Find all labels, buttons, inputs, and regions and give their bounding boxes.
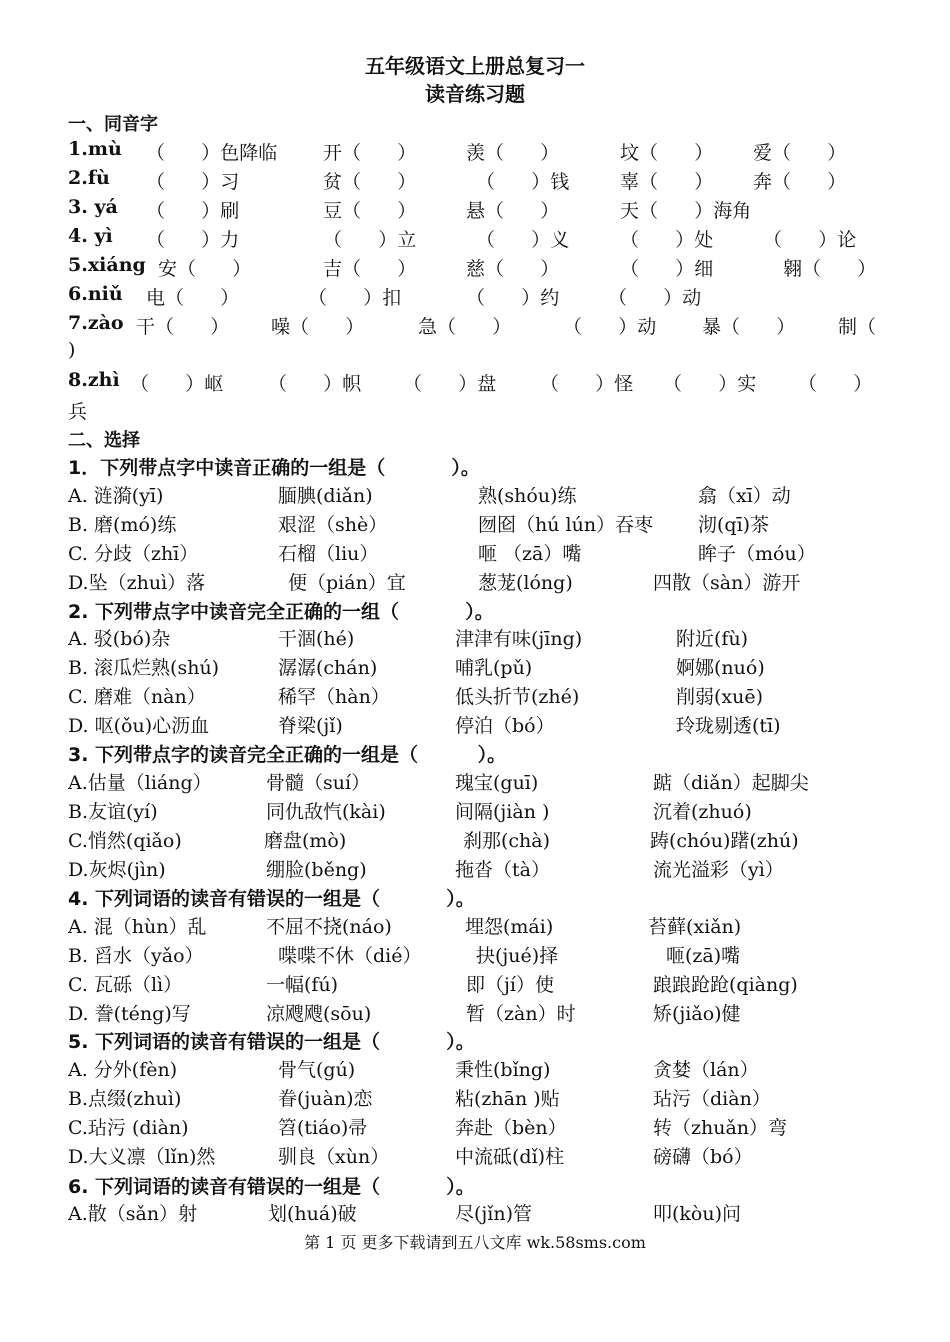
option-cell: 停泊（bó） bbox=[455, 715, 555, 737]
option-cell: A.估量（liáng） bbox=[68, 772, 212, 794]
option-cell: 葱茏(lóng) bbox=[478, 572, 573, 594]
option-cell: 拖沓（tà） bbox=[455, 859, 550, 881]
page-subtitle: 读音练习题 bbox=[425, 82, 525, 106]
page-title: 五年级语文上册总复习一 bbox=[365, 54, 585, 78]
option-cell: 哺乳(pǔ) bbox=[455, 657, 533, 679]
option-cell: D. 呕(ǒu)心沥血 bbox=[68, 715, 210, 737]
cell: （ ）约 bbox=[466, 287, 560, 309]
cell: 噪（ ） bbox=[271, 316, 365, 338]
q3-option-d bbox=[68, 855, 898, 883]
option-cell: 尽(jǐn)管 bbox=[455, 1203, 533, 1225]
cell: （ ）动 bbox=[608, 287, 702, 309]
q3-option-a bbox=[68, 768, 898, 796]
option-cell: B.点缀(zhuì) bbox=[68, 1088, 182, 1110]
option-cell: C.悄然(qiǎo) bbox=[68, 830, 182, 852]
option-cell: 骨髓（suí） bbox=[266, 772, 371, 794]
option-cell: 一幅(fú) bbox=[266, 974, 339, 996]
cell: ) bbox=[68, 339, 76, 361]
option-cell: A. 混（hùn）乱 bbox=[68, 916, 207, 938]
option-cell: D.大义凛（lǐn)然 bbox=[68, 1146, 216, 1168]
row-label: 2.fù bbox=[68, 167, 110, 189]
option-cell: 贪婪（lán） bbox=[653, 1059, 759, 1081]
option-cell: 不屈不挠(náo) bbox=[266, 916, 392, 938]
option-cell: B. 磨(mó)练 bbox=[68, 514, 177, 536]
option-cell: 眷(juàn)恋 bbox=[278, 1088, 373, 1110]
section1-heading: 一、同音字 bbox=[68, 114, 158, 135]
q4-option-b bbox=[68, 941, 898, 969]
option-cell: 翕（xī）动 bbox=[698, 485, 791, 507]
cell: （ ）刷 bbox=[146, 200, 240, 222]
option-cell: A.散（sǎn）射 bbox=[68, 1203, 198, 1225]
q5-option-b bbox=[68, 1084, 898, 1112]
option-cell: 踮（diǎn）起脚尖 bbox=[653, 772, 809, 794]
cell: 急（ ） bbox=[418, 316, 512, 338]
option-cell: 凉飕飕(sōu) bbox=[266, 1003, 372, 1025]
option-cell: C. 分歧（zhī） bbox=[68, 543, 199, 565]
q1-option-c bbox=[68, 539, 898, 567]
option-cell: 稀罕（hàn） bbox=[278, 686, 390, 708]
row-label: 5.xiáng bbox=[68, 254, 146, 276]
option-cell: 绷脸(běng) bbox=[266, 859, 367, 881]
option-cell: 便（pián）宜 bbox=[288, 572, 406, 594]
cell: 电（ ） bbox=[146, 287, 240, 309]
option-cell: 削弱(xuē) bbox=[676, 686, 764, 708]
cell: 悬（ ） bbox=[466, 200, 560, 222]
option-cell: 磨盘(mò) bbox=[264, 830, 347, 852]
cell: （ ）力 bbox=[146, 229, 240, 251]
cell: 贫（ ） bbox=[323, 171, 417, 193]
q1-option-b bbox=[68, 510, 898, 538]
option-cell: 踉踉跄跄(qiàng) bbox=[653, 974, 798, 996]
question-6: 6. 下列词语的读音有错误的一组是（ ）。 bbox=[68, 1176, 475, 1198]
option-cell: 即（jí）使 bbox=[466, 974, 554, 996]
option-cell: 津津有味(jīng) bbox=[455, 628, 583, 650]
cell: 豆（ ） bbox=[323, 200, 417, 222]
homophone-row-5 bbox=[68, 254, 898, 282]
cell: （ ）帜 bbox=[268, 373, 362, 395]
q2-option-a bbox=[68, 624, 898, 652]
option-cell: 沏(qī)茶 bbox=[698, 514, 770, 536]
option-cell: 笤(tiáo)帚 bbox=[278, 1117, 368, 1139]
option-cell: 划(huá)破 bbox=[268, 1203, 357, 1225]
row-label: 8.zhì bbox=[68, 369, 120, 391]
q2-option-d bbox=[68, 711, 898, 739]
cell: 坟（ ） bbox=[620, 142, 714, 164]
option-cell: 秉性(bǐng) bbox=[455, 1059, 551, 1081]
option-cell: 囫囵（hú lún）吞枣 bbox=[478, 514, 654, 536]
option-cell: D.灰烬(jìn) bbox=[68, 859, 166, 881]
option-cell: 骨气(gú) bbox=[278, 1059, 356, 1081]
option-cell: 熟(shóu)练 bbox=[478, 485, 577, 507]
cell: 爱（ ） bbox=[753, 142, 847, 164]
option-cell: C. 瓦砾（lì） bbox=[68, 974, 183, 996]
option-cell: 腼腆(diǎn) bbox=[278, 485, 373, 507]
question-3: 3. 下列带点字的读音完全正确的一组是（ ）。 bbox=[68, 744, 507, 766]
row-label: 4. yì bbox=[68, 225, 113, 247]
option-cell: 咂(zā)嘴 bbox=[666, 945, 741, 967]
cell: （ ）盘 bbox=[403, 373, 497, 395]
cell: 安（ ） bbox=[158, 258, 252, 280]
option-cell: 间隔(jiàn ) bbox=[455, 801, 550, 823]
option-cell: D. 誊(téng)写 bbox=[68, 1003, 191, 1025]
q3-option-c bbox=[68, 826, 898, 854]
option-cell: A. 分外(fèn) bbox=[68, 1059, 178, 1081]
option-cell: 玲珑剔透(tī) bbox=[676, 715, 781, 737]
option-cell: 瑰宝(guī) bbox=[455, 772, 539, 794]
option-cell: B. 舀水（yǎo） bbox=[68, 945, 204, 967]
cell: （ ）习 bbox=[146, 171, 240, 193]
cell: 兵 bbox=[68, 401, 88, 423]
cell: 干（ ） bbox=[136, 316, 230, 338]
option-cell: 咂 （zā）嘴 bbox=[478, 543, 582, 565]
q1-option-a bbox=[68, 481, 898, 509]
option-cell: 石榴（liu） bbox=[278, 543, 379, 565]
cell: 慈（ ） bbox=[466, 258, 560, 280]
cell: 吉（ ） bbox=[323, 258, 417, 280]
question-5: 5. 下列词语的读音有错误的一组是（ ）。 bbox=[68, 1031, 475, 1053]
q5-option-d bbox=[68, 1142, 898, 1170]
homophone-row-7 bbox=[68, 312, 898, 340]
q3-option-b bbox=[68, 797, 898, 825]
option-cell: 脊梁(jǐ) bbox=[278, 715, 343, 737]
homophone-row-4 bbox=[68, 225, 898, 253]
cell: （ ）义 bbox=[476, 229, 570, 251]
section2-heading: 二、选择 bbox=[68, 430, 140, 451]
cell: （ ）细 bbox=[620, 258, 714, 280]
option-cell: 玷污（diàn） bbox=[653, 1088, 771, 1110]
cell: （ ）岖 bbox=[130, 373, 224, 395]
option-cell: 磅礴（bó） bbox=[653, 1146, 753, 1168]
q2-option-c bbox=[68, 682, 898, 710]
option-cell: 踌(chóu)躇(zhú) bbox=[650, 830, 799, 852]
option-cell: 同仇敌忾(kài) bbox=[266, 801, 386, 823]
homophone-row-8-wrap bbox=[68, 397, 898, 425]
option-cell: 粘(zhān )贴 bbox=[455, 1088, 560, 1110]
cell: 开（ ） bbox=[323, 142, 417, 164]
q6-option-a bbox=[68, 1199, 898, 1227]
cell: 天（ ）海角 bbox=[620, 200, 752, 222]
homophone-row-8 bbox=[68, 369, 898, 397]
question-2: 2. 下列带点字中读音完全正确的一组（ ）。 bbox=[68, 601, 494, 623]
option-cell: 抉(jué)择 bbox=[476, 945, 559, 967]
cell: （ ） bbox=[798, 373, 873, 395]
q4-option-d bbox=[68, 999, 898, 1027]
cell: 辜（ ） bbox=[620, 171, 714, 193]
cell: 奔（ ） bbox=[753, 171, 847, 193]
option-cell: 沉着(zhuó) bbox=[653, 801, 752, 823]
option-cell: C.玷污 (diàn) bbox=[68, 1117, 189, 1139]
cell: （ ）动 bbox=[563, 316, 657, 338]
option-cell: 艰涩（shè） bbox=[278, 514, 388, 536]
option-cell: 驯良（xùn） bbox=[278, 1146, 390, 1168]
option-cell: 喋喋不休（dié） bbox=[278, 945, 422, 967]
cell: 翱（ ） bbox=[783, 258, 877, 280]
homophone-row-3 bbox=[68, 196, 898, 224]
cell: 暴（ ） bbox=[702, 316, 796, 338]
cell: 羡（ ） bbox=[466, 142, 560, 164]
row-label: 1.mù bbox=[68, 138, 122, 160]
row-label: 3. yá bbox=[68, 196, 118, 218]
q4-option-a bbox=[68, 912, 898, 940]
cell: （ ）处 bbox=[620, 229, 714, 251]
option-cell: 眸子（móu） bbox=[698, 543, 816, 565]
option-cell: A. 涟漪(yī) bbox=[68, 485, 164, 507]
option-cell: 潺潺(chán) bbox=[278, 657, 378, 679]
option-cell: 四散（sàn）游开 bbox=[653, 572, 801, 594]
option-cell: 暂（zàn）时 bbox=[466, 1003, 576, 1025]
row-label: 7.zào bbox=[68, 312, 124, 334]
q2-option-b bbox=[68, 653, 898, 681]
option-cell: A. 驳(bó)杂 bbox=[68, 628, 171, 650]
option-cell: 低头折节(zhé) bbox=[455, 686, 580, 708]
option-cell: 干涸(hé) bbox=[278, 628, 355, 650]
option-cell: 中流砥(dǐ)柱 bbox=[455, 1146, 565, 1168]
option-cell: B. 滚瓜烂熟(shú) bbox=[68, 657, 220, 679]
cell: （ ）立 bbox=[323, 229, 417, 251]
homophone-row-1 bbox=[68, 138, 898, 166]
option-cell: 叩(kòu)问 bbox=[653, 1203, 742, 1225]
cell: （ ）论 bbox=[763, 229, 857, 251]
option-cell: 苔藓(xiǎn) bbox=[648, 916, 742, 938]
q4-option-c bbox=[68, 970, 898, 998]
homophone-row-6 bbox=[68, 283, 898, 311]
option-cell: 奔赴（bèn） bbox=[455, 1117, 567, 1139]
row-label: 6.niǔ bbox=[68, 283, 123, 305]
question-4: 4. 下列词语的读音有错误的一组是（ ）。 bbox=[68, 888, 475, 910]
cell: （ ）怪 bbox=[540, 373, 634, 395]
cell: 制（ bbox=[838, 316, 877, 338]
q1-option-d bbox=[68, 568, 898, 596]
option-cell: 矫(jiǎo)健 bbox=[653, 1003, 741, 1025]
cell: （ ）钱 bbox=[476, 171, 570, 193]
option-cell: D.坠（zhuì）落 bbox=[68, 572, 206, 594]
cell: （ ）扣 bbox=[308, 287, 402, 309]
q5-option-c bbox=[68, 1113, 898, 1141]
page-footer: 第 1 页 更多下载请到五八文库 wk.58sms.com bbox=[304, 1233, 646, 1252]
q5-option-a bbox=[68, 1055, 898, 1083]
option-cell: 附近(fù) bbox=[676, 628, 749, 650]
cell: （ ）实 bbox=[663, 373, 757, 395]
cell: （ ）色降临 bbox=[146, 142, 278, 164]
option-cell: 婀娜(nuó) bbox=[676, 657, 765, 679]
option-cell: 埋怨(mái) bbox=[465, 916, 554, 938]
question-1: 1．下列带点字中读音正确的一组是（ ）。 bbox=[68, 457, 480, 479]
option-cell: C. 磨难（nàn） bbox=[68, 686, 206, 708]
option-cell: 刹那(chà) bbox=[463, 830, 551, 852]
option-cell: 流光溢彩（yì） bbox=[653, 859, 784, 881]
option-cell: B.友谊(yí) bbox=[68, 801, 158, 823]
homophone-row-2 bbox=[68, 167, 898, 195]
homophone-row-7-wrap bbox=[68, 339, 898, 367]
option-cell: 转（zhuǎn）弯 bbox=[653, 1117, 788, 1139]
